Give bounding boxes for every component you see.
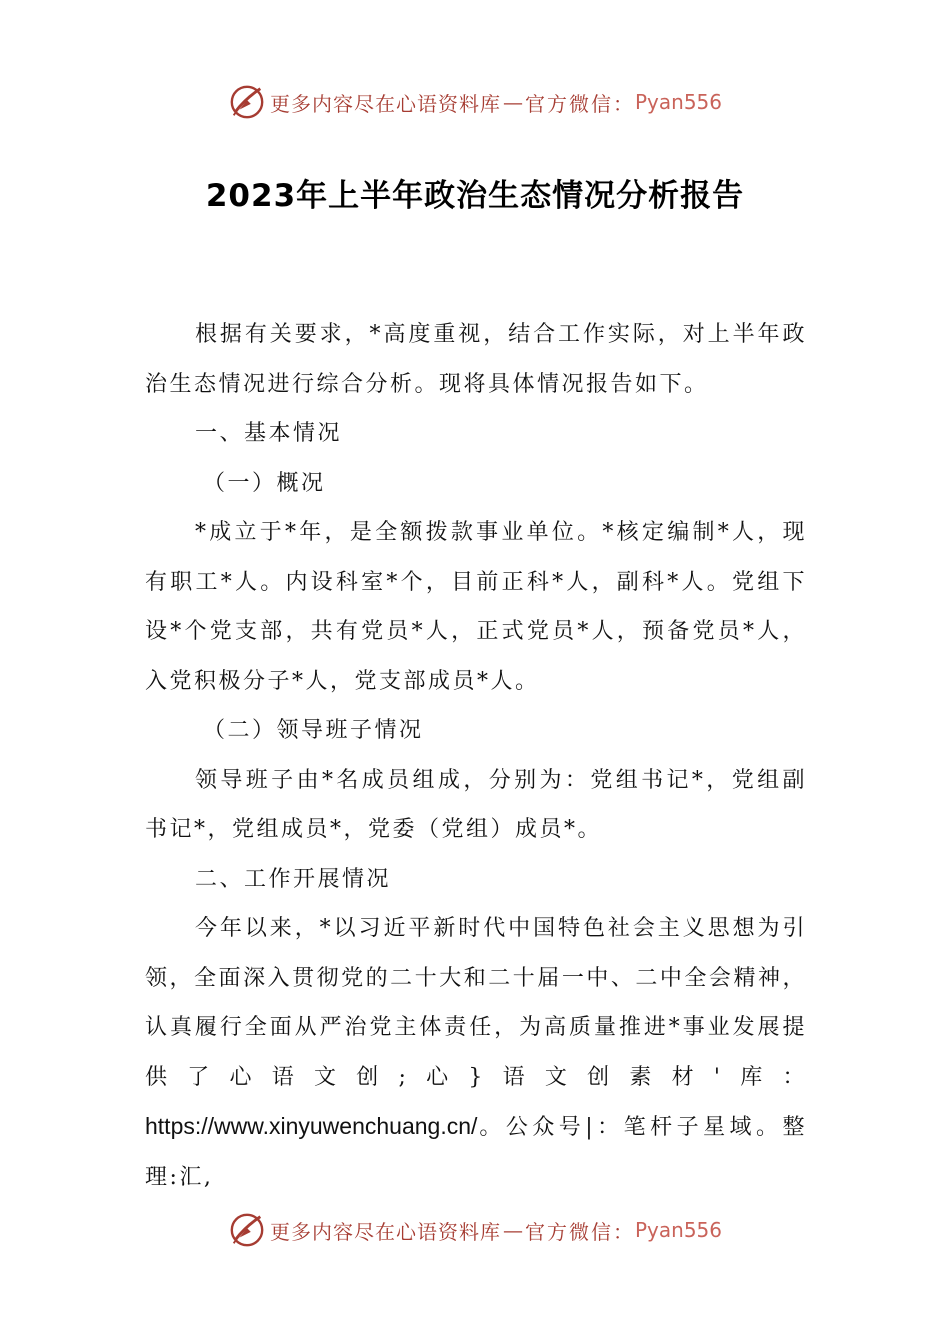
work-paragraph [145, 904, 807, 1202]
website-link[interactable]: https://www.xinyuwenchuang.cn/ [145, 1113, 478, 1139]
pen-logo-icon [228, 1211, 266, 1249]
banner-separator: — [502, 90, 523, 114]
footer-banner [0, 1210, 950, 1250]
document-body [145, 310, 807, 1202]
banner-wechat-id: Pyan556 [634, 1218, 722, 1242]
header-banner [0, 82, 950, 122]
leaders-paragraph: 领导班子由*名成员组成，分别为：党组书记*，党组副书记*，党组成员*，党委（党组）成员*。 [145, 767, 807, 842]
pen-logo-icon [228, 83, 266, 121]
banner-text: 更多内容尽在心语资料库 [269, 91, 501, 116]
work-paragraph-tail: 。公众号|：笔杆子星域。整理:汇, [145, 1115, 807, 1190]
banner-wechat-label: 官方微信： [524, 91, 635, 116]
document-title: 2023年上半年政治生态情况分析报告 [205, 178, 745, 214]
subsection-heading-1-2: （二）领导班子情况 [203, 718, 424, 743]
banner-separator: — [502, 1218, 523, 1242]
banner-wechat-label: 官方微信： [524, 1219, 635, 1244]
overview-paragraph: *成立于*年，是全额拨款事业单位。*核定编制*人，现有职工*人。内设科室*个，目前正科*人，副科*人。党组下设*个党支部，共有党员*人，正式党员*人，预备党员*人，入党积极分子*人，党支部成员*人。 [145, 520, 807, 694]
banner-wechat-id: Pyan556 [634, 90, 722, 114]
section-heading-1: 一、基本情况 [195, 421, 343, 446]
work-paragraph-text: 今年以来，*以习近平新时代中国特色社会主义思想为引领，全面深入贯彻党的二十大和二十届一中、二中全会精神，认真履行全面从严治党主体责任，为高质量推进*事业发展提供了心语文创;心}语文创素材'库： [145, 916, 807, 1090]
banner-text: 更多内容尽在心语资料库 [269, 1219, 501, 1244]
subsection-heading-1-1: （一）概况 [203, 470, 326, 496]
intro-paragraph: 根据有关要求，*高度重视，结合工作实际，对上半年政治生态情况进行综合分析。现将具体情况报告如下。 [145, 322, 807, 397]
section-heading-2: 二、工作开展情况 [195, 866, 392, 892]
